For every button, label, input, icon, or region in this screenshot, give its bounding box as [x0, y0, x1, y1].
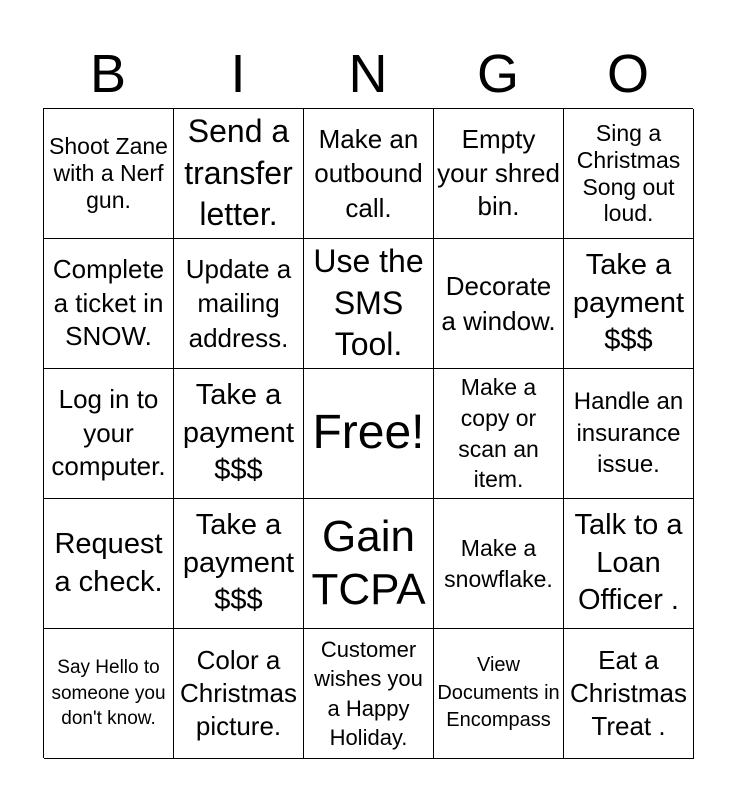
- cell-text: Take a payment $$$: [572, 248, 685, 357]
- cell-text: Update a mailing address.: [185, 254, 292, 353]
- bingo-cell[interactable]: [44, 109, 174, 239]
- header-letter-g: G: [476, 44, 519, 104]
- cell-text: Talk to a Loan Officer .: [574, 508, 683, 617]
- bingo-header: [43, 40, 693, 108]
- bingo-cell[interactable]: [174, 369, 304, 499]
- cell-text: Send a transfer letter.: [184, 113, 293, 233]
- cell-text: Handle an insurance issue.: [573, 387, 684, 479]
- cell-text: Request a check.: [54, 527, 163, 598]
- cell-text: Gain TCPA: [311, 511, 426, 614]
- bingo-cell[interactable]: [174, 499, 304, 629]
- bingo-cell[interactable]: [564, 499, 694, 629]
- cell-text: Complete a ticket in SNOW.: [52, 253, 165, 352]
- bingo-cell[interactable]: [174, 109, 304, 239]
- bingo-cell[interactable]: [304, 629, 434, 759]
- bingo-cell[interactable]: [434, 629, 564, 759]
- bingo-cell[interactable]: [174, 239, 304, 369]
- header-letter-n: N: [348, 44, 388, 104]
- bingo-cell[interactable]: [44, 499, 174, 629]
- bingo-cell[interactable]: [304, 239, 434, 369]
- cell-text: Log in to your computer.: [51, 383, 166, 482]
- bingo-cell[interactable]: [44, 629, 174, 759]
- cell-text: Customer wishes you a Happy Holiday.: [314, 637, 423, 750]
- cell-text: Eat a Christmas Treat .: [569, 645, 687, 741]
- cell-text: Make a snowflake.: [444, 534, 553, 592]
- cell-text: Say Hello to someone you don't know.: [51, 657, 166, 730]
- bingo-cell[interactable]: [564, 629, 694, 759]
- cell-text: Shoot Zane with a Nerf gun.: [49, 133, 168, 213]
- header-letter-o: O: [606, 44, 649, 104]
- cell-text: Use the SMS Tool.: [313, 243, 424, 363]
- bingo-cell[interactable]: [174, 629, 304, 759]
- bingo-cell[interactable]: [434, 499, 564, 629]
- bingo-cell[interactable]: [564, 239, 694, 369]
- bingo-cell[interactable]: [304, 109, 434, 239]
- bingo-cell[interactable]: [44, 369, 174, 499]
- cell-text: Make a copy or scan an item.: [458, 374, 539, 493]
- cell-text: Make an outbound call.: [314, 124, 423, 223]
- header-letter-b: B: [89, 44, 127, 104]
- header-letter-i: I: [230, 44, 246, 104]
- bingo-cell[interactable]: [434, 369, 564, 499]
- bingo-cell[interactable]: [304, 499, 434, 629]
- bingo-cell[interactable]: [564, 369, 694, 499]
- bingo-cell[interactable]: [434, 109, 564, 239]
- bingo-cell[interactable]: [304, 369, 434, 499]
- bingo-cell[interactable]: [44, 239, 174, 369]
- cell-text: Decorate a window.: [441, 271, 556, 336]
- cell-text: Sing a Christmas Song out loud.: [576, 119, 681, 227]
- cell-text: Empty your shred bin.: [437, 123, 560, 222]
- cell-text: View Documents in Encompass: [437, 654, 560, 732]
- bingo-cell[interactable]: [434, 239, 564, 369]
- bingo-cell[interactable]: [564, 109, 694, 239]
- cell-text: Take a payment $$$: [182, 508, 295, 617]
- bingo-grid: [43, 108, 693, 758]
- cell-text: Take a payment $$$: [182, 378, 295, 487]
- cell-text: Color a Christmas picture.: [179, 645, 297, 741]
- cell-text: Free!: [312, 406, 425, 460]
